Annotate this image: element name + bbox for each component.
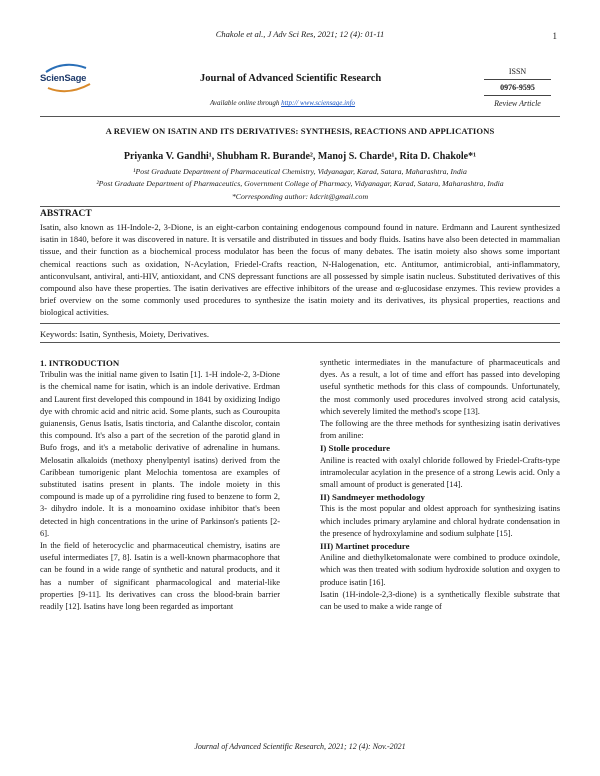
- right-paragraph-2: The following are the three methods for synthesizing isatin derivatives from aniline:: [320, 419, 560, 441]
- article-type: Review Article: [494, 99, 541, 108]
- sciensage-logo: [40, 62, 96, 94]
- running-header-citation: Chakole et al., J Adv Sci Res, 2021; 12 (4): 01-11: [215, 29, 385, 39]
- right-paragraph-1: synthetic intermediates in the manufacture of pharmaceuticals and dyes. As a result, a lot of time and effort has passed into developing useful synthetic methods for this class of compounds. Unfortunately, the most commonly used procedures involved strong acid catalysis, which severely limited the method's scope [13].: [320, 358, 560, 416]
- intro-paragraph-1: Tribulin was the initial name given to Isatin [1]. 1-H indole-2, 3-Dione is the chemical name for isatin, which is an indole derivative. Erdman and Laurent first developed this compound in 1841 by oxidizing Indigo dye with chromic acid and nitric acid. Some plants, such as Couroupita guianensis, Genus Isatis, Isatis tinctoria, and Calanthe discolor, contain this compound. It's also a part of the secretion of the parotid gland in Bufo frogs, and it's a metabolic derivative of adrenaline in humans. Melosatin alkaloids (methoxy phenylpentyl isatins) derived from the Caribbean tumorigenic plant Melochia tomentosa are examples of substituted isatins present in plants. The indole moiety in this compound is made up of a pyrrolidine ring fused to benzene to form 2, 3- dihydro indole. It is a monoamino oxidase inhibitor that's been detected in high concentrations in the urine of Parkinson's patients [2-6].: [40, 370, 280, 538]
- abstract-text: Isatin, also known as 1H-Indole-2, 3-Dione, is an eight-carbon containing endogenous compound found in nature. Erdmann and Laurent synthesized isatin in 1840, before it was discovered in nature. It is versatile and distributed in tissues and body fluids. Isatins have also been detected in mammalian tissue, and their function as a biochemical process modulator has been the focus of many debates. The isatin moiety also shows some important chemical reactions such as oxidation, N-Acylation, Friedel-Crafts reaction, N-Halogenation, etc. Antitumor, antimicrobial, anti-inflammatory, anticonvulsant, antiviral, anti-HIV, antioxidant, and CNS depressant functions are all possessed by simple isatin nucleus. Substituted derivatives of this compound also have these properties. The isatin derivatives are effective inhibitors of the urease and α-glucosidase enzymes. This review provides a brief overview on the some commonly used procedures to synthesize the isatin moiety and its derivatives, its physical properties, reactions and biological activities.: [40, 222, 560, 318]
- corresponding-author: *Corresponding author: kdcrit@gmail.com: [231, 192, 369, 201]
- keywords-text: Isatin, Synthesis, Moiety, Derivatives.: [79, 329, 209, 339]
- keywords-divider: [40, 342, 560, 343]
- keywords-label: Keywords:: [40, 329, 78, 339]
- page-footer: Journal of Advanced Scientific Research, 2021; 12 (4): Nov.-2021: [194, 742, 406, 751]
- issn-number: 0976-9595: [484, 79, 551, 96]
- section-heading-introduction: 1. INTRODUCTION: [40, 358, 120, 368]
- author-list: Priyanka V. Gandhi¹, Shubham R. Burande², Manoj S. Charde¹, Rita D. Chakole*¹: [123, 151, 477, 162]
- issn-box: [484, 64, 551, 111]
- issn-label: ISSN: [508, 67, 527, 76]
- affiliation-1: ¹Post Graduate Department of Pharmaceutical Chemistry, Vidyanagar, Karad, Satara, Maharashtra, India: [133, 167, 467, 176]
- journal-url-link[interactable]: http:// www.sciensage.info: [281, 99, 356, 107]
- keywords-line: [40, 329, 209, 339]
- affiliation-2: ²Post Graduate Department of Pharmaceutics, Government College of Pharmacy, Vidyanagar, Karad, Satara, Maharashtra, India: [96, 179, 504, 188]
- header-divider: [40, 116, 560, 117]
- martinet-text: Aniline and diethylketomalonate were combined to produce oxindole, which was then treated with sodium hydroxide solution and oxygen to produce isatin [16].: [320, 553, 560, 587]
- logo-text: ScienSage: [40, 73, 87, 84]
- sandmeyer-text: This is the most popular and oldest approach for synthesizing isatins which includes primary arylamine and chloral hydrate condensation in the presence of hydroxylamine and sodium sulphate [15].: [320, 504, 560, 538]
- abstract-top-divider: [40, 206, 560, 207]
- subheading-stolle: I) Stolle procedure: [320, 443, 391, 454]
- article-title: A REVIEW ON ISATIN AND ITS DERIVATIVES: SYNTHESIS, REACTIONS AND APPLICATIONS: [105, 126, 495, 136]
- abstract-bottom-divider: [40, 323, 560, 324]
- subheading-sandmeyer: II) Sandmeyer methodology: [320, 492, 425, 503]
- stolle-text: Aniline is reacted with oxalyl chloride followed by Friedel-Crafts-type intramolecular acylation in the presence of a strong Lewis acid. Only a small amount of product is generated [14].: [320, 455, 560, 490]
- subheading-martinet: III) Martinet procedure: [320, 541, 410, 552]
- intro-paragraph-2: In the field of heterocyclic and pharmaceutical chemistry, isatins are useful intermediates [7, 8]. Isatin is a well-known pharmacophore that can be found in a wide range of synthetic and natural products, and it has a number of significant pharmacological and material-like properties [9-11]. Its derivatives can cross the blood-brain barrier readily [12]. Isatins have long been regarded as important: [40, 541, 280, 612]
- online-prefix: Available online through: [210, 99, 280, 107]
- journal-name: Journal of Advanced Scientific Research: [200, 73, 382, 84]
- availability-line: [210, 99, 355, 107]
- left-column: [40, 357, 280, 613]
- abstract-heading: ABSTRACT: [40, 209, 92, 219]
- page-number: 1: [552, 31, 557, 41]
- right-paragraph-3: Isatin (1H-indole-2,3-dione) is a synthetically flexible substrate that can be used to make a wide range of: [320, 589, 560, 612]
- right-column: [320, 357, 560, 613]
